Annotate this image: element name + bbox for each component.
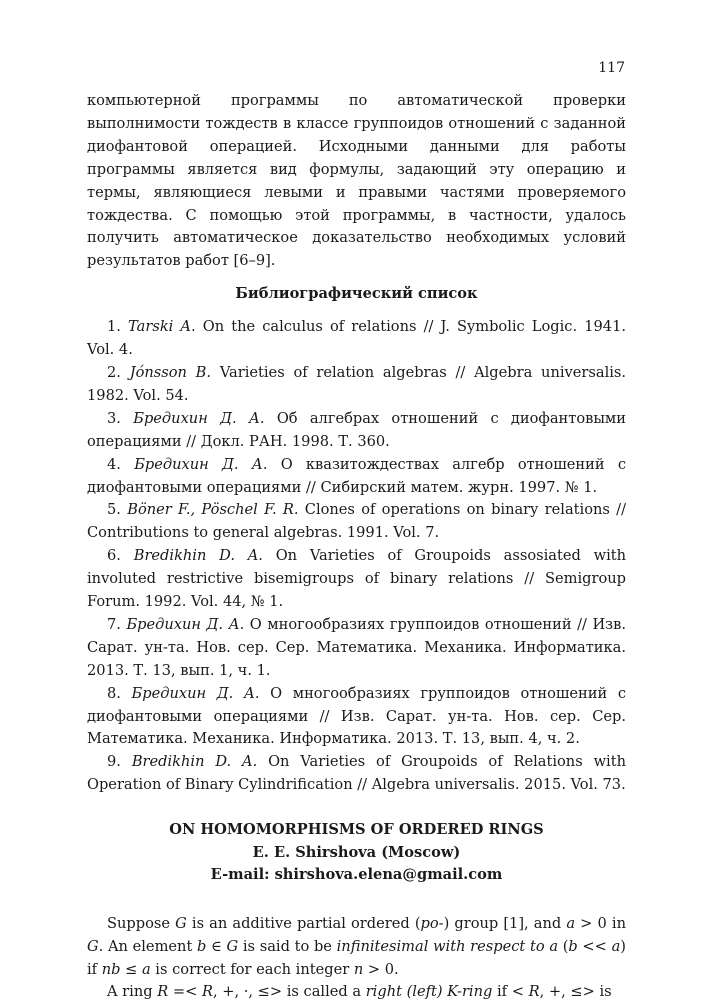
reference-author: Бредихин Д. А. xyxy=(133,409,265,427)
reference-item: 3. Бредихин Д. А. Об алгебрах отношений с диофантовыми операциями // Докл. РАН. 1998. Т. 360. xyxy=(87,409,627,450)
reference-author: Бредихин Д. А. xyxy=(131,684,260,702)
reference-author: Бредихин Д. А. xyxy=(126,615,245,633)
article-paragraph-2: A ring R =< R, +, ·, ≤> is called a right (left) K-ring if < R, +, ≤> is xyxy=(107,983,612,1001)
page-number: 117 xyxy=(598,60,625,76)
reference-item: 2. Jónsson B. Varieties of relation algebras // Algebra universalis. 1982. Vol. 54. xyxy=(87,363,627,404)
reference-list xyxy=(87,316,626,797)
reference-item: 4. Бредихин Д. А. О квазитождествах алгебр отношений с диофантовыми операциями // Сибирский матем. журн. 1997. № 1. xyxy=(87,455,626,496)
reference-item: 6. Bredikhin D. A. On Varieties of Groupoids assosiated with involuted restrictive bisemigroups of binary relations // Semigroup Forum. 1992. Vol. 44, № 1. xyxy=(87,547,626,611)
reference-author: Bredikhin D. A. xyxy=(133,547,263,565)
defined-term: infinitesimal with respect to a xyxy=(336,937,559,955)
defined-term: right (left) K-ring xyxy=(365,983,493,1001)
article-paragraph-1: Suppose G is an additive partial ordered (po-) group [1], and a > 0 in G. An element b ∈ G is said to be infinitesimal with respect to a (b << a) if nb ≤ a is correct for each integer n > 0. xyxy=(87,914,626,978)
reference-author: Бредихин Д. А. xyxy=(134,455,268,473)
article-title: ON HOMOMORPHISMS OF ORDERED RINGS xyxy=(169,821,544,839)
reference-item: 1. Tarski A. On the calculus of relations // J. Symbolic Logic. 1941. Vol. 4. xyxy=(87,318,626,359)
article-email: E-mail: shirshova.elena@gmail.com xyxy=(210,866,503,884)
reference-item: 8. Бредихин Д. А. О многообразиях группоидов отношений с диофантовыми операциями // Изв. Сарат. ун-та. Нов. сер. Сер. Математика. Механика. Информатика. 2013. Т. 13, вып. 4, ч. 2. xyxy=(87,684,627,748)
bibliography-title: Библиографический список xyxy=(235,285,478,303)
page-content xyxy=(87,90,626,1004)
intro-paragraph: компьютерной программы по автоматической проверки выполнимости тождеств в классе группоидов отношений с заданной диофантовой операцией. Исходными данными для работы программы является вид формулы, задающий эту операцию и термы, являющиеся левыми и правыми частями проверяемого тождества. С помощью этой программы, в частности, удалось получить автоматическое доказательство необходимых условий результатов работ [6–9]. xyxy=(87,92,626,270)
reference-author: Tarski A. xyxy=(128,318,196,336)
reference-author: Böner F., Pöschel F. R. xyxy=(127,501,299,519)
reference-author: Jónsson B. xyxy=(129,363,212,381)
article-header xyxy=(87,819,626,887)
reference-item: 5. Böner F., Pöschel F. R. Clones of operations on binary relations // Contributions to general algebras. 1991. Vol. 7. xyxy=(87,501,626,542)
reference-item: 9. Bredikhin D. A. On Varieties of Groupoids of Relations with Operation of Binary Cylindrification // Algebra universalis. 2015. Vol. 73. xyxy=(87,753,626,794)
reference-item: 7. Бредихин Д. А. О многообразиях группоидов отношений // Изв. Сарат. ун-та. Нов. сер. Сер. Математика. Механика. Информатика. 2013. Т. 13, вып. 1, ч. 1. xyxy=(87,615,626,679)
article-body xyxy=(87,913,626,1004)
reference-author: Bredikhin D. A. xyxy=(131,753,258,771)
article-author: E. E. Shirshova (Moscow) xyxy=(252,843,461,861)
